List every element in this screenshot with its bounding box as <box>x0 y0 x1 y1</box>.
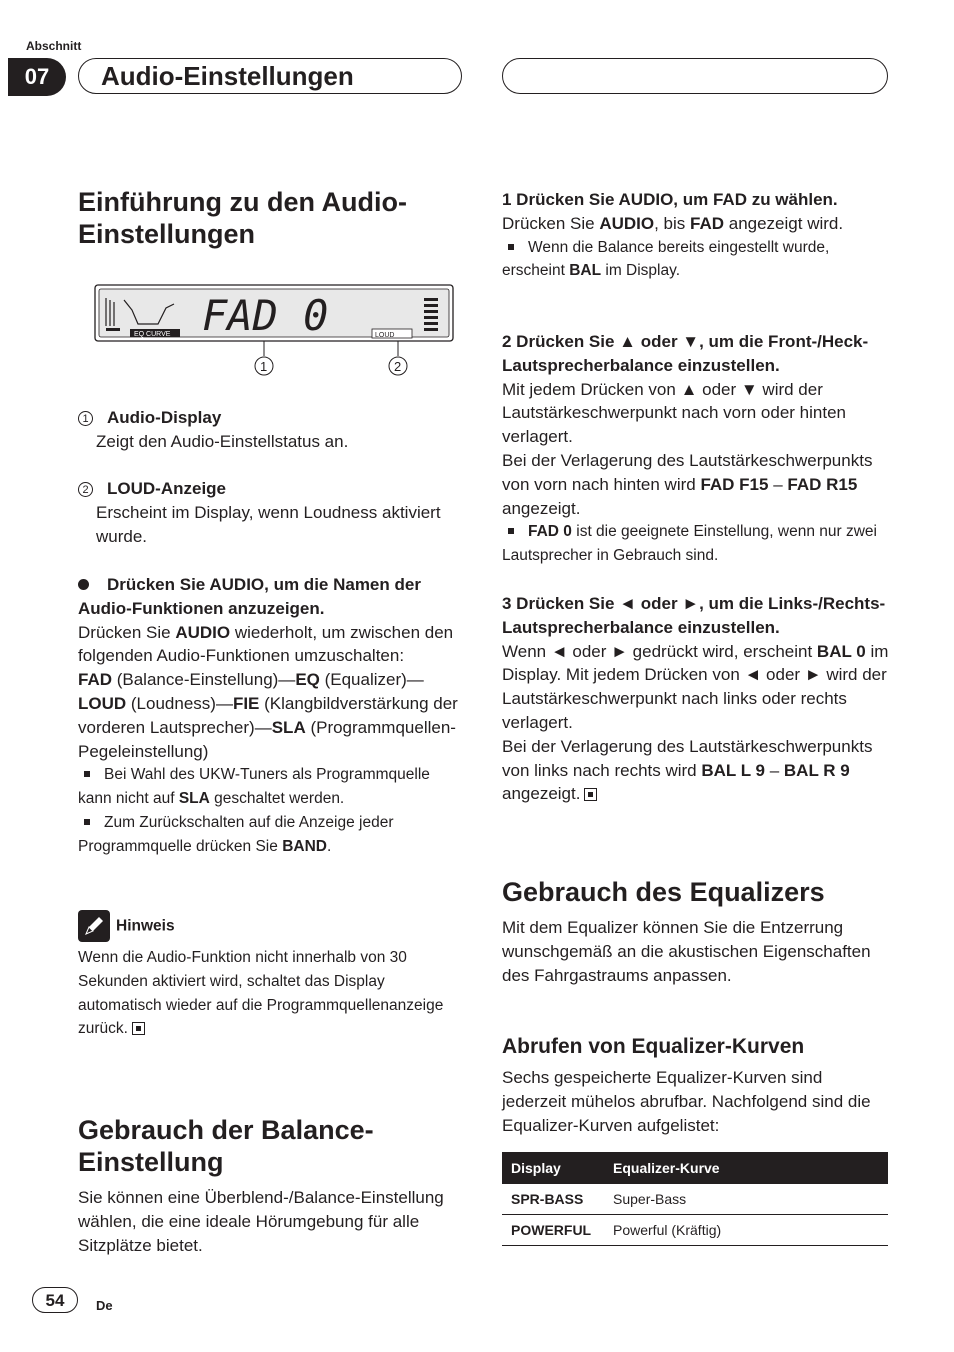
table-row <box>502 1184 888 1215</box>
chapter-number: 07 <box>8 58 66 96</box>
func-eq-desc: (Equalizer)— <box>319 670 424 690</box>
step-2-title: 2 Drücken Sie ▲ oder ▼, um die Front-/Heck-Lautsprecherbalance einzustellen. <box>502 332 869 375</box>
step-1-note <box>502 236 890 284</box>
note-1 <box>78 763 466 811</box>
step-3-title: 3 Drücken Sie ◄ oder ►, um die Links-/Rechts-Lautsprecherbalance einzustellen. <box>502 594 886 637</box>
step-2-note-text: ist die geeignete Einstellung, wenn nur zwei Lautsprecher in Gebrauch sind. <box>502 523 877 565</box>
lcd-text: FAD 0 <box>202 291 329 340</box>
item1-text: Zeigt den Audio-Einstellstatus an. <box>96 431 349 451</box>
language-code: De <box>96 1298 113 1313</box>
hint-text-body: Wenn die Audio-Funktion nicht innerhalb von 30 Sekunden aktiviert wird, schaltet das Display automatisch wieder auf die Programmquellenanzeige zurück. <box>78 949 444 1038</box>
display-legend <box>78 406 466 549</box>
step-2-dash: – <box>768 474 788 494</box>
item1-number: 1 <box>78 411 93 426</box>
step-3-text-d: Bei der Verlagerung des Lautstärkeschwerpunkts von links nach rechts wird <box>502 736 873 780</box>
note-1-end: geschaltet werden. <box>209 790 345 808</box>
func-loud: LOUD <box>78 693 127 713</box>
item2-title: LOUD-Anzeige <box>107 479 226 499</box>
table-cell-display: SPR-BASS <box>502 1184 604 1215</box>
curves-text: Sechs gespeicherte Equalizer-Kurven sind jederzeit mühelos abrufbar. Nachfolgend sind die Equalizer-Kurven aufgelistet: <box>502 1068 871 1135</box>
note-2 <box>78 811 466 859</box>
step-3-text-a: Wenn ◄ oder ► gedrückt wird, erscheint <box>502 641 817 661</box>
lcd-display-illustration <box>94 284 456 380</box>
func-sla: SLA <box>271 717 306 737</box>
step-3-dash: – <box>764 760 784 780</box>
audio-key: AUDIO <box>175 622 231 642</box>
note-2-end: . <box>326 837 332 855</box>
pencil-icon <box>78 910 110 942</box>
equalizer-title: Gebrauch des Equalizers <box>502 877 825 907</box>
square-bullet-icon <box>84 819 90 825</box>
table-header-curve: Equalizer-Kurve <box>604 1152 888 1184</box>
func-fad: FAD <box>78 670 112 690</box>
end-mark-icon <box>132 1022 145 1035</box>
step-2-key-r15: FAD R15 <box>787 474 858 494</box>
page-number: 54 <box>32 1287 78 1313</box>
step-1-text-3: angezeigt wird. <box>724 213 844 233</box>
curves-title: Abrufen von Equalizer-Kurven <box>502 1035 805 1058</box>
audio-step <box>78 573 466 859</box>
step-1-title: 1 Drücken Sie AUDIO, um FAD zu wählen. <box>502 190 838 209</box>
audio-step-text-2: wiederholt, um zwischen den folgenden Audio-Funktionen umzuschalten: <box>78 622 454 666</box>
bullet-icon <box>78 579 89 590</box>
intro-title: Einführung zu den Audio-Einstellungen <box>78 187 407 249</box>
equalizer-section <box>502 876 890 987</box>
step-1-text-2: , bis <box>654 213 691 233</box>
equalizer-text: Mit dem Equalizer können Sie die Entzerrung wunschgemäß an die akustischen Eigenschaften des Fahrgastraums anpassen. <box>502 918 871 985</box>
step-2-text-2a: Bei der Verlagerung des Lautstärkeschwerpunkts von vorn nach hinten wird <box>502 450 873 494</box>
step-1 <box>502 188 890 283</box>
step-1-text: Drücken Sie <box>502 213 600 233</box>
square-bullet-icon <box>508 528 514 534</box>
chapter-title: Audio-Einstellungen <box>78 58 462 94</box>
hint-label: Hinweis <box>116 917 175 935</box>
func-loud-desc: (Loudness)— <box>126 693 233 713</box>
step-3-text-c: im Display. Mit jedem Drücken von ◄ oder ► wird der Lautstärkeschwerpunkt nach links oder rechts verlagert. <box>502 641 889 732</box>
eq-curve-label: EQ CURVE <box>134 331 171 338</box>
table-row <box>502 1215 888 1246</box>
step-1-key-audio: AUDIO <box>599 213 655 233</box>
table-header-row <box>502 1152 888 1184</box>
func-fie-desc: (Klangbildverstärkung der vorderen Lautsprecher)— <box>78 693 458 737</box>
note-2-text: Zum Zurückschalten auf die Anzeige jeder Programmquelle drücken Sie <box>78 813 394 855</box>
note-2-key: BAND <box>282 837 327 855</box>
func-eq: EQ <box>295 670 320 690</box>
audio-step-text: Drücken Sie <box>78 622 176 642</box>
balance-title: Gebrauch der Balance-Einstellung <box>78 1115 374 1177</box>
step-1-key-fad: FAD <box>690 213 725 233</box>
step-3-text-2 <box>502 735 890 806</box>
table-cell-curve: Super-Bass <box>604 1184 888 1215</box>
intro-section <box>78 186 466 250</box>
step-3-key-l9: BAL L 9 <box>701 760 765 780</box>
step-1-note-text: Wenn die Balance bereits eingestellt wurde, erscheint <box>502 238 830 280</box>
section-label: Abschnitt <box>26 39 82 53</box>
func-sla-desc: (Programmquellen-Pegeleinstellung) <box>78 717 456 761</box>
callout-2: 2 <box>394 359 402 374</box>
note-1-key: SLA <box>178 790 210 808</box>
step-2-note <box>502 520 890 568</box>
step-2 <box>502 330 890 568</box>
square-bullet-icon <box>84 771 90 777</box>
callout-1: 1 <box>260 359 268 374</box>
table-cell-curve: Powerful (Kräftig) <box>604 1215 888 1246</box>
hint-text <box>78 946 466 1041</box>
step-2-text-2e: angezeigt. <box>502 498 581 518</box>
item2-number: 2 <box>78 482 93 497</box>
step-3 <box>502 592 890 806</box>
square-bullet-icon <box>508 244 514 250</box>
func-fad-desc: (Balance-Einstellung)— <box>112 670 296 690</box>
audio-display-figure <box>94 284 456 380</box>
step-1-note-end: im Display. <box>601 262 681 280</box>
table-header-display: Display <box>502 1152 604 1184</box>
header-blank-pill <box>502 58 888 94</box>
step-2-text: Mit jedem Drücken von ▲ oder ▼ wird der Lautstärkeschwerpunkt nach vorn oder hinten verlagert. <box>502 379 846 447</box>
step-1-note-key: BAL <box>569 262 602 280</box>
step-3-key-bal0: BAL 0 <box>816 641 866 661</box>
loud-label: LOUD <box>375 332 395 339</box>
hint-box <box>78 910 466 1041</box>
audio-step-title: Drücken Sie AUDIO, um die Namen der Audio-Funktionen anzuzeigen. <box>78 575 421 618</box>
function-list <box>78 668 466 763</box>
step-3-text <box>502 640 890 735</box>
note-1-text: Bei Wahl des UKW-Tuners als Programmquelle kann nicht auf <box>78 766 430 808</box>
step-2-text-2 <box>502 449 890 520</box>
step-3-key-r9: BAL R 9 <box>783 760 850 780</box>
func-fie: FIE <box>232 693 260 713</box>
end-mark-icon <box>584 788 597 801</box>
balance-text: Sie können eine Überblend-/Balance-Einstellung wählen, die eine ideale Hörumgebung für alle Sitzplätze bietet. <box>78 1188 444 1255</box>
curves-section <box>502 1034 890 1137</box>
item2-text: Erscheint im Display, wenn Loudness aktiviert wurde. <box>96 503 441 546</box>
step-2-key-f15: FAD F15 <box>700 474 769 494</box>
item1-title: Audio-Display <box>107 408 222 427</box>
table-cell-display: POWERFUL <box>502 1215 604 1246</box>
step-3-text-h: angezeigt. <box>502 784 581 804</box>
equalizer-table <box>502 1152 888 1246</box>
balance-section <box>78 1114 466 1257</box>
step-2-note-key: FAD 0 <box>528 523 572 541</box>
